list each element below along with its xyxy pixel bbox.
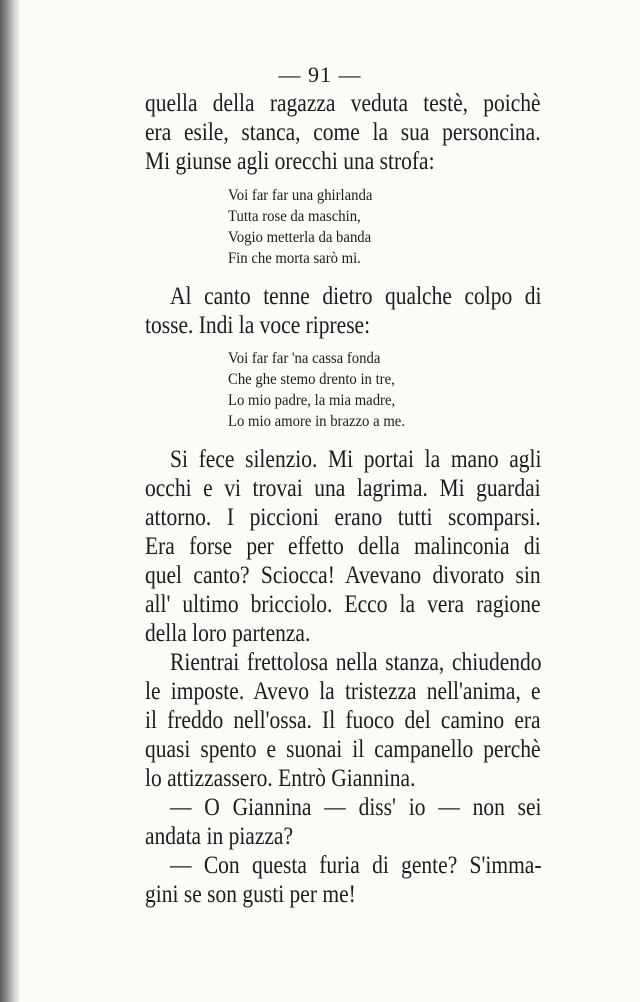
text-line: attorno. I piccioni erano tutti scomparsi. bbox=[145, 504, 541, 531]
verse-line: Fin che morta sarò mi. bbox=[228, 250, 361, 267]
text-line: — O Giannina — diss' io — non sei bbox=[170, 794, 542, 821]
page-number: — 91 — bbox=[278, 62, 362, 87]
text-line: Era forse per effetto della malinconia di bbox=[145, 533, 541, 560]
text-line: della loro partenza. bbox=[145, 620, 311, 647]
verse-line: Che ghe stemo drento in tre, bbox=[228, 371, 395, 388]
text-line: gini se son gusti per me! bbox=[145, 881, 356, 908]
text-line: lo attizzassero. Entrò Giannina. bbox=[145, 765, 416, 792]
verse-line: Voi far far una ghirlanda bbox=[228, 187, 373, 204]
text-line: tosse. Indi la voce riprese: bbox=[145, 312, 371, 339]
text-line: all' ultimo bricciolo. Ecco la vera ragione bbox=[145, 591, 541, 618]
text-line: era esile, stanca, come la sua personcina. bbox=[145, 119, 541, 146]
text-line: — Con questa furia di gente? S'imma- bbox=[170, 852, 542, 879]
text-line: quella della ragazza veduta testè, poichè bbox=[145, 90, 541, 117]
text-line: quel canto? Sciocca! Avevano divorato sin bbox=[145, 562, 541, 589]
text-line: Al canto tenne dietro qualche colpo di bbox=[170, 283, 542, 310]
verse-line: Tutta rose da maschin, bbox=[228, 208, 361, 225]
text-line: Rientrai frettolosa nella stanza, chiudendo bbox=[170, 649, 542, 676]
text-line: quasi spento e suonai il campanello perchè bbox=[145, 736, 541, 763]
text-line: le imposte. Avevo la tristezza nell'anima, e bbox=[145, 678, 541, 705]
text-line: Si fece silenzio. Mi portai la mano agli bbox=[170, 446, 542, 473]
verse-line: Voi far far 'na cassa fonda bbox=[228, 350, 381, 367]
verse-line: Lo mio amore in brazzo a me. bbox=[228, 413, 405, 430]
text-line: andata in piazza? bbox=[145, 823, 294, 850]
verse-line: Vogio metterla da banda bbox=[228, 229, 372, 246]
text-line: occhi e vi trovai una lagrima. Mi guardai bbox=[145, 475, 541, 502]
verse-line: Lo mio padre, la mia madre, bbox=[228, 392, 396, 409]
text-line: il freddo nell'ossa. Il fuoco del camino era bbox=[145, 707, 541, 734]
text-line: Mi giunse agli orecchi una strofa: bbox=[145, 148, 435, 175]
